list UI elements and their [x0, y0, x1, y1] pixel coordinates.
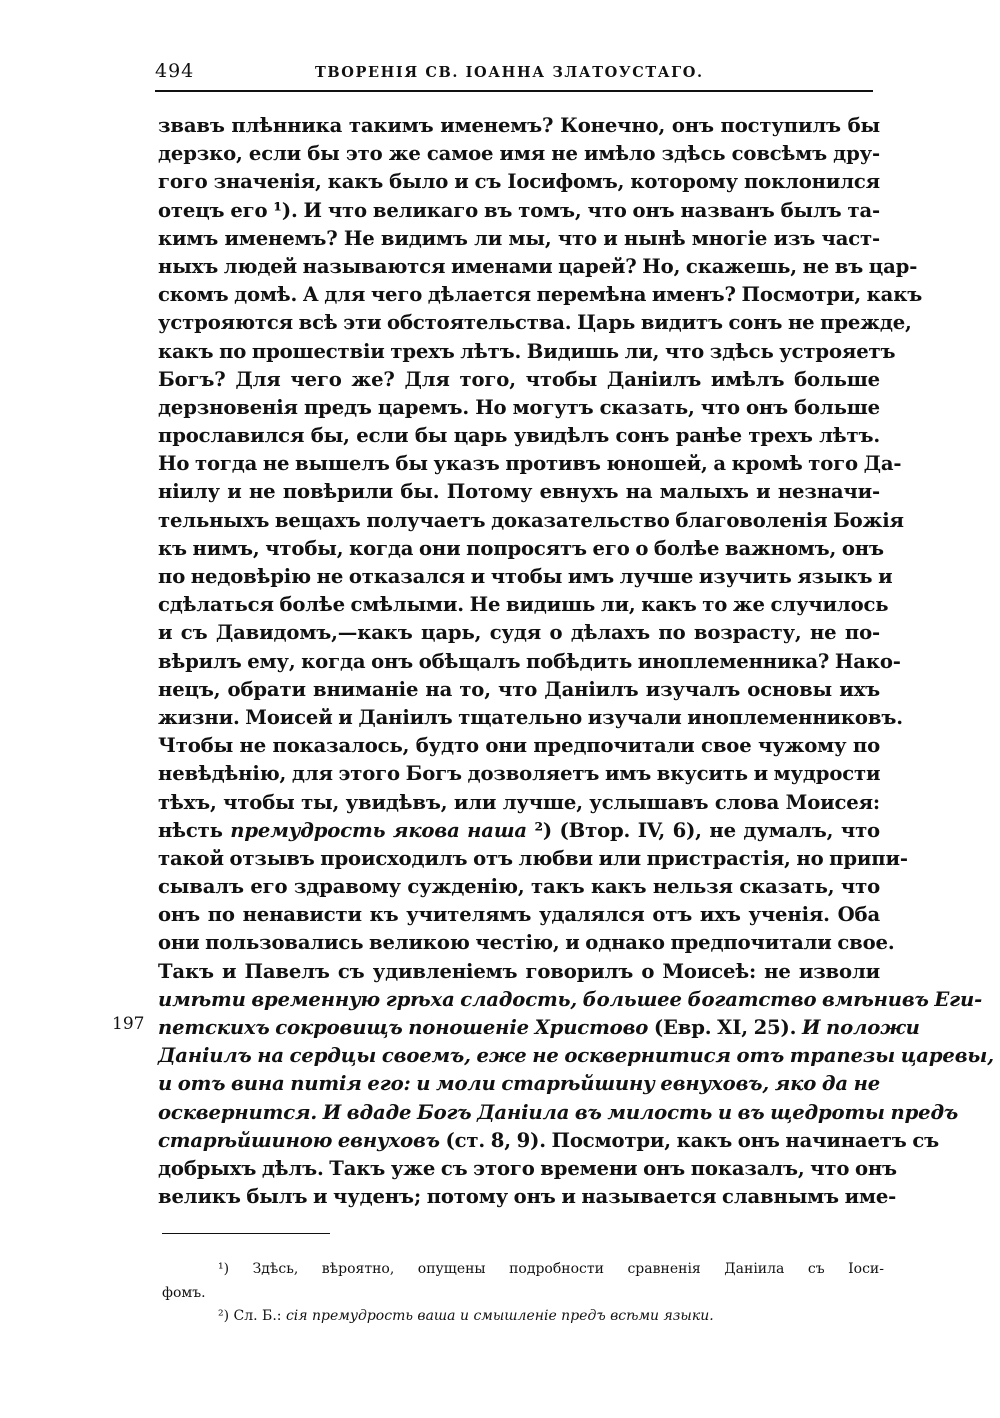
text-segment: (Евр. XI, 25).: [648, 1016, 802, 1039]
text-line: [158, 1127, 939, 1155]
italic-segment: И положи: [802, 1016, 920, 1039]
text-line: [158, 168, 880, 196]
text-line: [158, 366, 880, 394]
text-segment: (ст. 8, 9). Посмотри, какъ онъ начинаетъ съ: [439, 1128, 939, 1152]
text-segment: къ нимъ, чтобы, когда они попросятъ его о болѣе важномъ, онъ: [158, 536, 884, 560]
text-segment: и съ Давидомъ,—какъ царь, судя о дѣлахъ по возрасту, не по-: [158, 621, 880, 645]
text-segment: ныхъ людей называются именами царей? Но, скажешь, не въ цар-: [158, 254, 918, 278]
text-line: [158, 789, 880, 817]
text-segment: дерзновенія предъ царемъ. Но могутъ сказать, что онъ больше: [158, 395, 880, 419]
footnote-2: [162, 1304, 940, 1328]
text-line: [158, 929, 895, 957]
text-line: [158, 507, 904, 535]
text-segment: скомъ домѣ. А для чего дѣлается перемѣна именъ? Посмотри, какъ: [158, 283, 923, 307]
text-segment: Но тогда не вышелъ бы указъ противъ юношей, а кромѣ того Да-: [158, 452, 902, 476]
text-line: [158, 140, 880, 168]
text-segment: какъ по прошествіи трехъ лѣтъ. Видишь ли, что здѣсь устрояетъ: [158, 339, 896, 363]
text-segment: сывалъ его здравому сужденію, такъ какъ нельзя сказать, что: [158, 875, 880, 899]
text-segment: тельныхъ вещахъ получаетъ доказательство благоволенія Божія: [158, 508, 904, 532]
margin-number: 197: [112, 1014, 145, 1034]
text-line: [158, 901, 880, 929]
text-segment: нѣсть: [158, 818, 231, 842]
text-segment: сдѣлаться болѣе смѣлыми. Не видишь ли, какъ то же случилось: [158, 593, 889, 617]
text-line: [158, 591, 889, 619]
footnote-rule: [162, 1233, 330, 1234]
text-line: [158, 563, 893, 591]
text-segment: отецъ его ¹). И что великаго въ томъ, что онъ названъ былъ та-: [158, 198, 880, 222]
text-segment: вѣрилъ ему, когда онъ обѣщалъ побѣдить иноплеменника? Нако-: [158, 649, 901, 673]
text-line: [158, 704, 903, 732]
text-line: [158, 1155, 897, 1183]
text-segment: добрыхъ дѣлъ. Такъ уже съ этого времени онъ показалъ, что онъ: [158, 1156, 897, 1180]
italic-segment: имѣти временную грѣха сладость, большее богатство вмѣнивъ Еги-: [158, 987, 983, 1011]
text-line: [158, 845, 908, 873]
text-line: [158, 986, 983, 1014]
main-text: [158, 112, 994, 1211]
text-line: [158, 112, 880, 140]
text-line: [158, 958, 880, 986]
text-line: [158, 732, 880, 760]
text-line: [158, 873, 880, 901]
text-line: [158, 676, 880, 704]
text-segment: такой отзывъ происходилъ отъ любви или пристрастія, но припи-: [158, 846, 908, 870]
footnote-1-line-2: фомъ.: [162, 1285, 206, 1301]
text-line: [158, 338, 896, 366]
footnote-2-quote: сія премудрость ваша и смышленіе предъ всѣми языки.: [285, 1308, 714, 1324]
text-segment: прославился бы, если бы царь увидѣлъ сонъ ранѣе трехъ лѣтъ.: [158, 424, 880, 448]
text-segment: звавъ плѣнника такимъ именемъ? Конечно, онъ поступилъ бы: [158, 114, 880, 137]
text-line: [158, 535, 884, 563]
footnote-1-line-1: ¹) Здѣсь, вѣроятно, опущены подробности сравненія Даніила съ Іоси-: [218, 1261, 884, 1277]
text-line: [158, 1099, 959, 1127]
italic-segment: старѣйшиною евнуховъ: [158, 1128, 440, 1152]
text-segment: кимъ именемъ? Не видимъ ли мы, что и нынѣ многіе изъ част-: [158, 226, 880, 250]
text-segment: тѣхъ, чтобы ты, увидѣвъ, или лучше, услышавъ слова Моисея:: [158, 790, 880, 814]
text-segment: они пользовались великою честію, и однако предпочитали свое.: [158, 931, 895, 955]
text-segment: ніилу и не повѣрили бы. Потому евнухъ на малыхъ и незначи-: [158, 480, 880, 504]
footnote-1: [162, 1257, 884, 1305]
text-line: [158, 1183, 897, 1211]
text-line: [158, 1014, 920, 1042]
text-line: [158, 619, 880, 647]
italic-segment: премудрость якова наша: [230, 818, 527, 842]
text-line: [158, 1042, 994, 1070]
text-line: [158, 253, 918, 281]
text-line: [158, 225, 880, 253]
italic-segment: и отъ вина питія его: и моли старѣйшину евнуховъ, яко да не: [158, 1072, 881, 1096]
text-segment: великъ былъ и чуденъ; потому онъ и называется славнымъ име-: [158, 1185, 897, 1209]
text-segment: нецъ, обрати вниманіе на то, что Даніилъ изучалъ основы ихъ: [158, 677, 880, 701]
text-line: [158, 760, 880, 788]
text-line: [158, 478, 880, 506]
footnote-2-text: ²) Сл. Б.:: [218, 1308, 286, 1324]
running-header: [155, 58, 873, 92]
text-segment: жизни. Моисей и Даніилъ тщательно изучали иноплеменниковъ.: [158, 705, 903, 729]
text-line: [158, 450, 902, 478]
text-segment: Чтобы не показалось, будто они предпочитали свое чужому по: [158, 734, 880, 758]
text-line: [158, 197, 880, 225]
text-line: [158, 394, 880, 422]
page-number: 494: [155, 60, 195, 82]
text-line: [158, 422, 880, 450]
text-line: [158, 309, 912, 337]
italic-segment: петскихъ сокровищъ поношеніе Христово: [158, 1016, 649, 1039]
text-segment: дерзко, если бы это же самое имя не имѣло здѣсь совсѣмъ дру-: [158, 142, 880, 166]
text-segment: невѣдѣнію, для этого Богъ дозволяетъ имъ вкусить и мудрости: [158, 762, 881, 786]
text-segment: по недовѣрію не отказался и чтобы имъ лучше изучить языкъ и: [158, 565, 893, 588]
text-segment: Такъ и Павелъ съ удивленіемъ говорилъ о Моисеѣ: не изволи: [158, 959, 880, 983]
running-title: ТВОРЕНІЯ СВ. ІОАННА ЗЛАТОУСТАГО.: [315, 64, 704, 81]
text-line: [158, 1070, 880, 1098]
italic-segment: Даніилъ на сердцы своемъ, еже не осквернитися отъ трапезы царевы,: [158, 1044, 994, 1068]
text-line: [158, 817, 880, 845]
text-line: [158, 281, 923, 309]
text-segment: устрояются всѣ эти обстоятельства. Царь видитъ сонъ не прежде,: [158, 311, 912, 335]
text-segment: ²) (Втор. IV, 6), не думалъ, что: [526, 818, 880, 842]
text-line: [158, 648, 901, 676]
text-segment: онъ по ненависти къ учителямъ удалялся отъ ихъ ученія. Оба: [158, 903, 880, 927]
text-segment: гого значенія, какъ было и съ Іосифомъ, которому поклонился: [158, 170, 880, 194]
italic-segment: осквернится. И вдаде Богъ Даніила въ милость и въ щедроты предъ: [158, 1100, 959, 1124]
text-segment: Богъ? Для чего же? Для того, чтобы Даніилъ имѣлъ больше: [158, 367, 880, 391]
